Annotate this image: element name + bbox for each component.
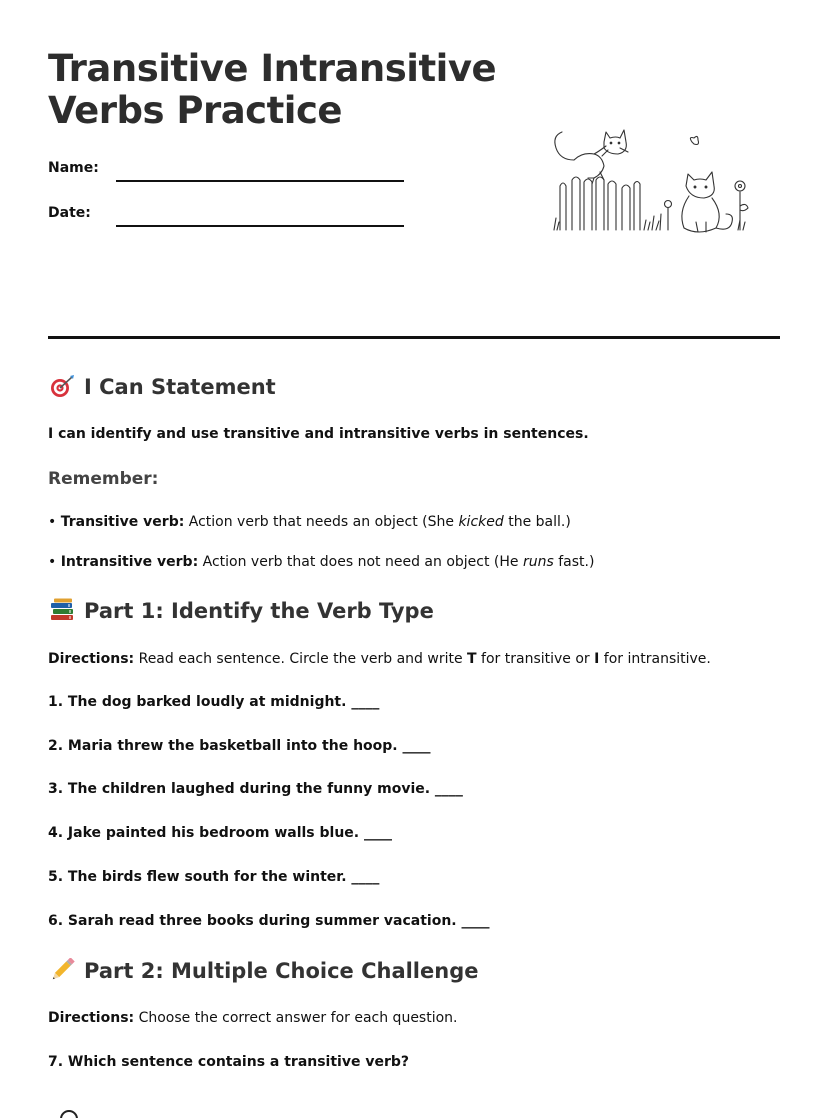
bullet: •: [48, 554, 57, 570]
directions-text: for transitive or: [476, 651, 595, 667]
pencil-icon: [48, 958, 76, 982]
definition-text: Action verb that does not need an object (He: [198, 554, 523, 570]
name-field[interactable]: [116, 180, 404, 182]
part2-heading: [48, 958, 478, 983]
directions-label: Directions:: [48, 651, 135, 667]
definition-text: Action verb that needs an object (She: [184, 514, 459, 530]
letter-i: I: [594, 651, 600, 667]
part1-heading-text: Part 1: Identify the Verb Type: [84, 599, 434, 623]
date-label: Date:: [48, 205, 91, 221]
bullet: •: [48, 514, 57, 530]
directions-label: Directions:: [48, 1010, 135, 1026]
question-4: 4. Jake painted his bedroom walls blue. ____: [48, 825, 392, 841]
answer-radio[interactable]: [60, 1110, 78, 1118]
question-3: 3. The children laughed during the funny movie. ____: [48, 781, 463, 797]
date-field[interactable]: [116, 225, 404, 227]
definition-end: fast.): [553, 554, 595, 570]
question-6: 6. Sarah read three books during summer vacation. ____: [48, 913, 490, 929]
i-can-heading: [48, 374, 276, 399]
i-can-heading-text: I Can Statement: [84, 375, 276, 399]
cats-fence-illustration: [548, 122, 758, 242]
title-line-2: Verbs Practice: [48, 89, 343, 132]
question-5: 5. The birds flew south for the winter. ____: [48, 869, 380, 885]
remember-item-transitive: [48, 514, 571, 530]
name-label: Name:: [48, 160, 99, 176]
question-2: 2. Maria threw the basketball into the hoop. ____: [48, 738, 431, 754]
term-intransitive: Intransitive verb:: [60, 554, 199, 570]
part2-heading-text: Part 2: Multiple Choice Challenge: [84, 959, 479, 983]
remember-heading: Remember:: [48, 469, 159, 489]
books-icon: [48, 598, 76, 622]
term-transitive: Transitive verb:: [60, 514, 185, 530]
part1-heading: [48, 598, 434, 623]
letter-t: T: [467, 651, 477, 667]
target-icon: [48, 374, 76, 398]
directions-text: Read each sentence. Circle the verb and write: [134, 651, 468, 667]
i-can-statement: I can identify and use transitive and intransitive verbs in sentences.: [48, 426, 589, 442]
question-1: 1. The dog barked loudly at midnight. ____: [48, 694, 380, 710]
directions-text: for intransitive.: [599, 651, 711, 667]
definition-end: the ball.): [503, 514, 571, 530]
part1-directions: [48, 651, 711, 667]
page-title: [48, 48, 528, 132]
part2-directions: [48, 1010, 458, 1026]
divider-rule: [48, 336, 780, 339]
title-line-1: Transitive Intransitive: [48, 47, 497, 90]
example-verb: runs: [522, 554, 554, 570]
question-7: 7. Which sentence contains a transitive verb?: [48, 1054, 410, 1070]
remember-item-intransitive: [48, 554, 594, 570]
example-verb: kicked: [458, 514, 504, 530]
directions-text: Choose the correct answer for each question.: [134, 1010, 458, 1026]
